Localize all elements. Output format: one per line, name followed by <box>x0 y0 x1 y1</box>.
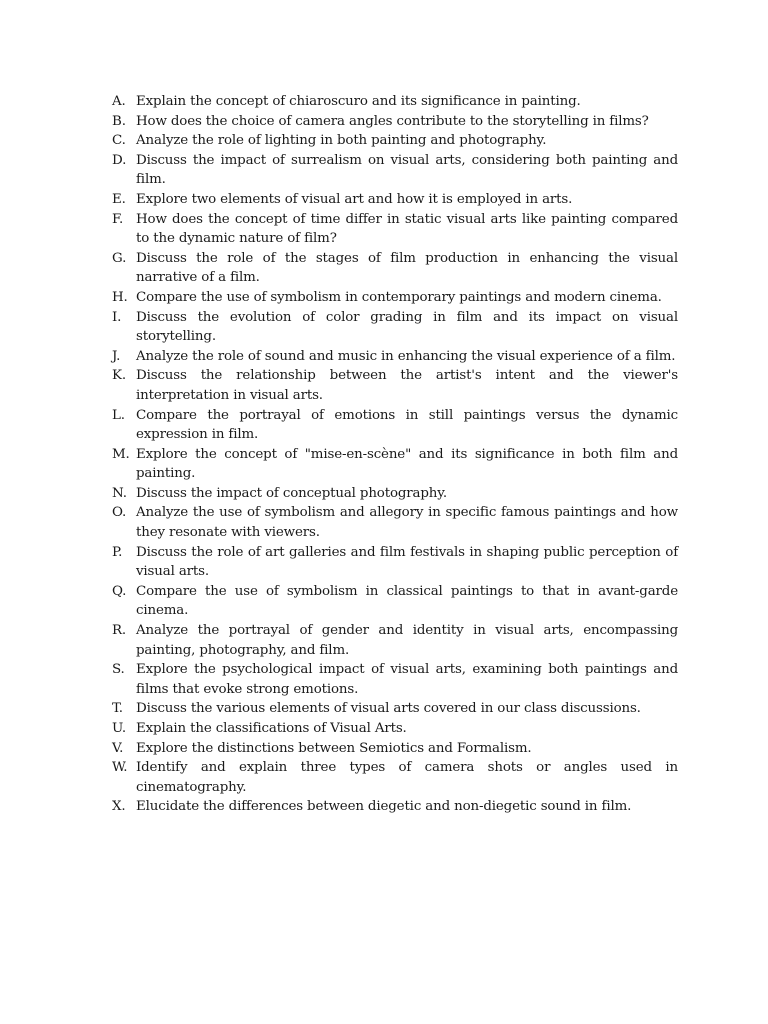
question-letter: U. <box>112 721 127 736</box>
question-text: Explore the distinctions between Semiotics and Formalism. <box>136 740 532 756</box>
question-letter: F. <box>112 211 124 227</box>
question-item <box>112 347 678 367</box>
question-letter: V. <box>112 740 124 756</box>
question-item <box>112 308 678 347</box>
question-letter: M. <box>112 446 130 462</box>
question-letter: D. <box>112 152 127 168</box>
question-item <box>112 112 678 132</box>
question-letter: T. <box>112 701 123 717</box>
question-text: Analyze the role of lighting in both painting and photography. <box>136 133 547 149</box>
question-item <box>112 797 678 817</box>
question-text: Discuss the impact of surrealism on visual arts, considering both painting and film. <box>136 152 678 188</box>
question-item <box>112 739 678 759</box>
question-item <box>112 366 678 405</box>
question-text: Discuss the relationship between the artist's intent and the viewer's interpretation in visual arts. <box>136 368 678 403</box>
question-text: Explore the concept of "mise-en-scène" and its significance in both film and painting. <box>136 446 678 482</box>
question-item <box>112 190 678 210</box>
question-text: Elucidate the differences between diegetic and non-diegetic sound in film. <box>136 799 632 815</box>
question-text: Discuss the evolution of color grading in film and its impact on visual storytelling. <box>136 309 678 345</box>
question-text: How does the choice of camera angles contribute to the storytelling in films? <box>136 113 649 129</box>
question-text: Compare the portrayal of emotions in still paintings versus the dynamic expression in film. <box>136 407 678 443</box>
question-item <box>112 92 678 112</box>
question-text: Analyze the portrayal of gender and identity in visual arts, encompassing painting, photography, and film. <box>136 623 678 658</box>
question-text: Analyze the use of symbolism and allegory in specific famous paintings and how they resonate with viewers. <box>136 505 678 541</box>
question-item <box>112 445 678 484</box>
question-text: Compare the use of symbolism in classical paintings to that in avant-garde cinema. <box>136 583 678 619</box>
question-letter: Q. <box>112 583 127 599</box>
question-text: Discuss the impact of conceptual photography. <box>136 485 448 501</box>
question-item <box>112 758 678 797</box>
question-letter: C. <box>112 133 126 149</box>
question-text: Discuss the role of art galleries and film festivals in shaping public perception of visual arts. <box>136 544 678 580</box>
question-letter: N. <box>112 485 127 501</box>
question-item <box>112 210 678 249</box>
question-letter: L. <box>112 407 125 423</box>
question-letter: I. <box>112 309 122 325</box>
question-text: Explore two elements of visual art and how it is employed in arts. <box>136 191 573 207</box>
question-item <box>112 543 678 582</box>
question-letter: R. <box>112 623 127 639</box>
question-item <box>112 719 678 739</box>
question-text: Explain the classifications of Visual Arts. <box>136 721 407 736</box>
question-letter: B. <box>112 113 126 129</box>
question-item <box>112 131 678 151</box>
question-text: Discuss the various elements of visual arts covered in our class discussions. <box>136 701 641 717</box>
question-letter: X. <box>112 799 126 815</box>
question-text: Compare the use of symbolism in contemporary paintings and modern cinema. <box>136 289 662 305</box>
question-text: Analyze the role of sound and music in enhancing the visual experience of a film. <box>136 348 676 364</box>
question-item <box>112 249 678 288</box>
question-letter: E. <box>112 191 126 207</box>
question-text: How does the concept of time differ in static visual arts like painting compared to the dynamic nature of film? <box>136 211 678 247</box>
question-text: Explore the psychological impact of visual arts, examining both paintings and films that evoke strong emotions. <box>136 662 678 697</box>
question-letter: H. <box>112 289 128 305</box>
question-item <box>112 484 678 504</box>
question-letter: O. <box>112 505 127 521</box>
question-letter: S. <box>112 662 125 678</box>
question-text: Explain the concept of chiaroscuro and its significance in painting. <box>136 94 581 109</box>
question-letter: A. <box>112 94 126 109</box>
question-list <box>112 92 678 817</box>
question-item <box>112 699 678 719</box>
question-item <box>112 503 678 542</box>
question-letter: P. <box>112 544 123 560</box>
question-item <box>112 582 678 621</box>
question-text: Discuss the role of the stages of film production in enhancing the visual narrative of a film. <box>136 250 678 286</box>
question-item <box>112 621 678 660</box>
question-item <box>112 660 678 699</box>
question-letter: J. <box>112 348 121 364</box>
question-letter: G. <box>112 250 127 266</box>
question-item <box>112 288 678 308</box>
question-letter: W. <box>112 760 128 776</box>
question-letter: K. <box>112 368 126 384</box>
question-item <box>112 406 678 445</box>
question-text: Identify and explain three types of camera shots or angles used in cinematography. <box>136 760 678 795</box>
question-item <box>112 151 678 190</box>
